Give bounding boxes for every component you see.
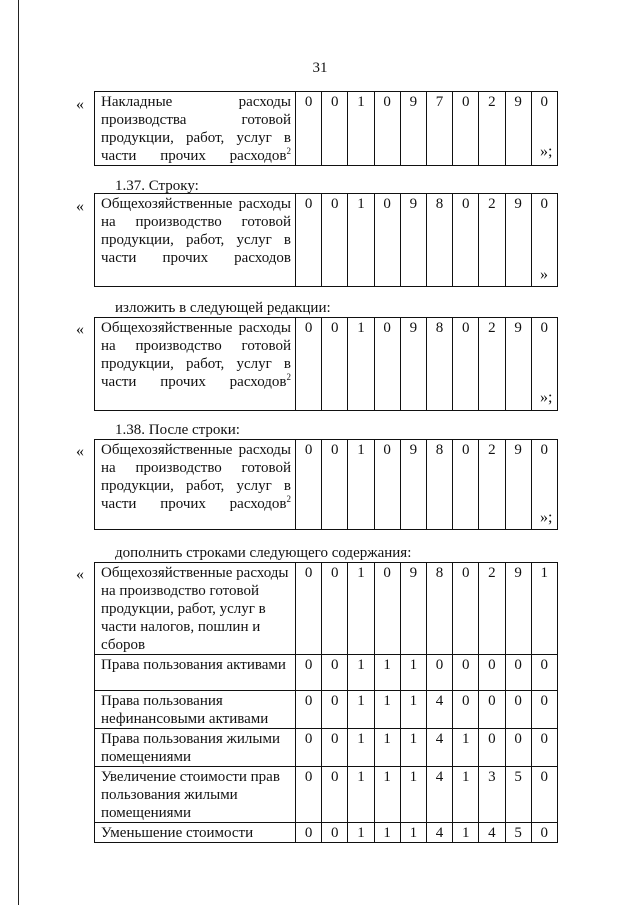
row-name-text: Общехозяйственные расходы на производство готовой продукции, работ, услуг в части прочих расходов [101,442,291,512]
code-digit: 9 [505,563,531,655]
code-digit: 1 [348,729,374,767]
table-row [95,823,558,843]
table-row [95,563,558,655]
row-name [95,563,296,655]
code-digit: 0 [322,655,348,691]
table-row [95,767,558,823]
code-digit: 0 [374,440,400,530]
quote-close-mark: » [540,266,548,283]
code-digit: 0 [453,92,479,166]
row-name [95,729,296,767]
code-digit: 0 [296,440,322,530]
code-digit: 1 [374,729,400,767]
code-digit: 1 [348,440,374,530]
code-digit: 9 [505,92,531,166]
code-digit: 0 [426,655,452,691]
table-row [95,691,558,729]
code-digit: 9 [505,194,531,287]
code-digit: 0 [531,194,557,287]
code-digit: 0 [531,655,557,691]
code-digit: 4 [426,729,452,767]
code-digit: 0 [322,92,348,166]
code-digit: 1 [348,92,374,166]
code-digit: 2 [479,563,505,655]
code-digit: 1 [400,767,426,823]
code-digit: 1 [400,655,426,691]
page-left-border [18,0,19,905]
code-digit: 1 [348,318,374,411]
row-name-text: Общехозяйственные расходы на производство готовой продукции, работ, услуг в части налогов, пошлин и сборов [101,565,289,653]
row-name [95,655,296,691]
code-digit: 0 [296,563,322,655]
code-digit: 1 [453,767,479,823]
row-name-text: Накладные расходы производства готовой продукции, работ, услуг в части прочих расходов [101,94,291,164]
code-digit: 0 [453,563,479,655]
code-digit: 2 [479,92,505,166]
record-table-overhead [94,91,558,166]
code-digit: 1 [374,655,400,691]
quote-close-mark: »; [540,143,553,160]
code-digit: 7 [426,92,452,166]
record-table-new-lines [94,562,558,843]
quote-open-mark: « [76,321,84,338]
code-digit: 1 [374,691,400,729]
footnote-marker: 2 [286,372,291,382]
code-digit: 0 [453,318,479,411]
code-digit: 2 [479,318,505,411]
code-digit: 0 [531,92,557,166]
code-digit: 0 [531,729,557,767]
code-digit: 1 [453,729,479,767]
quote-open-mark: « [76,96,84,113]
quote-open-mark: « [76,198,84,215]
code-digit: 1 [400,691,426,729]
table-row [95,194,558,287]
code-digit: 4 [426,823,452,843]
code-digit: 0 [479,655,505,691]
code-digit: 0 [296,655,322,691]
code-digit: 0 [505,729,531,767]
section-heading: 1.38. После строки: [115,422,240,438]
code-digit: 5 [505,823,531,843]
section-heading: изложить в следующей редакции: [115,300,331,316]
quote-close-mark: »; [540,389,553,406]
table-row [95,318,558,411]
code-digit: 9 [505,318,531,411]
code-digit: 0 [322,318,348,411]
row-name-text: Права пользования активами [101,657,286,673]
section-heading: 1.37. Строку: [115,178,199,194]
code-digit: 1 [400,823,426,843]
code-digit: 0 [296,823,322,843]
code-digit: 1 [348,691,374,729]
code-digit: 0 [374,194,400,287]
code-digit: 0 [479,691,505,729]
row-name [95,823,296,843]
code-digit: 0 [296,92,322,166]
quote-open-mark: « [76,566,84,583]
code-digit: 9 [400,440,426,530]
code-digit: 5 [505,767,531,823]
table-row [95,655,558,691]
code-digit: 0 [531,440,557,530]
code-digit: 9 [505,440,531,530]
code-digit: 0 [374,92,400,166]
code-digit: 4 [479,823,505,843]
quote-open-mark: « [76,443,84,460]
code-digit: 8 [426,194,452,287]
code-digit: 9 [400,194,426,287]
record-table-after-line [94,439,558,530]
code-digit: 8 [426,563,452,655]
code-digit: 1 [348,823,374,843]
code-digit: 1 [374,823,400,843]
quote-close-mark: »; [540,509,553,526]
code-digit: 0 [505,691,531,729]
code-digit: 2 [479,194,505,287]
code-digit: 9 [400,92,426,166]
code-digit: 0 [531,691,557,729]
code-digit: 0 [322,729,348,767]
code-digit: 0 [322,767,348,823]
code-digit: 3 [479,767,505,823]
code-digit: 1 [348,655,374,691]
footnote-marker: 2 [286,494,291,504]
row-name [95,440,296,530]
code-digit: 8 [426,318,452,411]
code-digit: 0 [453,440,479,530]
row-name-text: Общехозяйственные расходы на производство готовой продукции, работ, услуг в части прочих расходов [101,196,291,266]
section-heading: дополнить строками следующего содержания: [115,545,412,561]
code-digit: 0 [322,440,348,530]
row-name-text: Общехозяйственные расходы на производство готовой продукции, работ, услуг в части прочих расходов [101,320,291,390]
row-name [95,318,296,411]
row-name [95,92,296,166]
code-digit: 1 [348,194,374,287]
row-name-text: Увеличение стоимости прав пользования жилыми помещениями [101,769,280,821]
code-digit: 0 [296,691,322,729]
code-digit: 1 [348,563,374,655]
code-digit: 2 [479,440,505,530]
table-row [95,729,558,767]
code-digit: 0 [296,318,322,411]
code-digit: 0 [322,194,348,287]
code-digit: 4 [426,691,452,729]
row-name [95,691,296,729]
row-name-text: Уменьшение стоимости [101,825,254,841]
table-row [95,92,558,166]
record-table-old-line [94,193,558,287]
row-name [95,194,296,287]
page-number: 31 [312,60,328,76]
code-digit: 0 [531,318,557,411]
record-table-new-line [94,317,558,411]
code-digit: 8 [426,440,452,530]
code-digit: 0 [322,823,348,843]
code-digit: 0 [296,194,322,287]
code-digit: 1 [348,767,374,823]
code-digit: 1 [531,563,557,655]
row-name-text: Права пользования нефинансовыми активами [101,693,269,727]
code-digit: 0 [531,767,557,823]
code-digit: 4 [426,767,452,823]
code-digit: 0 [374,563,400,655]
code-digit: 0 [322,563,348,655]
row-name [95,767,296,823]
row-name-text: Права пользования жилыми помещениями [101,731,280,765]
code-digit: 1 [453,823,479,843]
code-digit: 0 [453,655,479,691]
code-digit: 0 [505,655,531,691]
code-digit: 1 [400,729,426,767]
table-row [95,440,558,530]
code-digit: 9 [400,563,426,655]
code-digit: 1 [374,767,400,823]
code-digit: 0 [296,729,322,767]
footnote-marker: 2 [286,146,291,156]
code-digit: 0 [531,823,557,843]
code-digit: 0 [453,691,479,729]
code-digit: 0 [296,767,322,823]
code-digit: 0 [453,194,479,287]
code-digit: 0 [479,729,505,767]
code-digit: 9 [400,318,426,411]
code-digit: 0 [322,691,348,729]
code-digit: 0 [374,318,400,411]
